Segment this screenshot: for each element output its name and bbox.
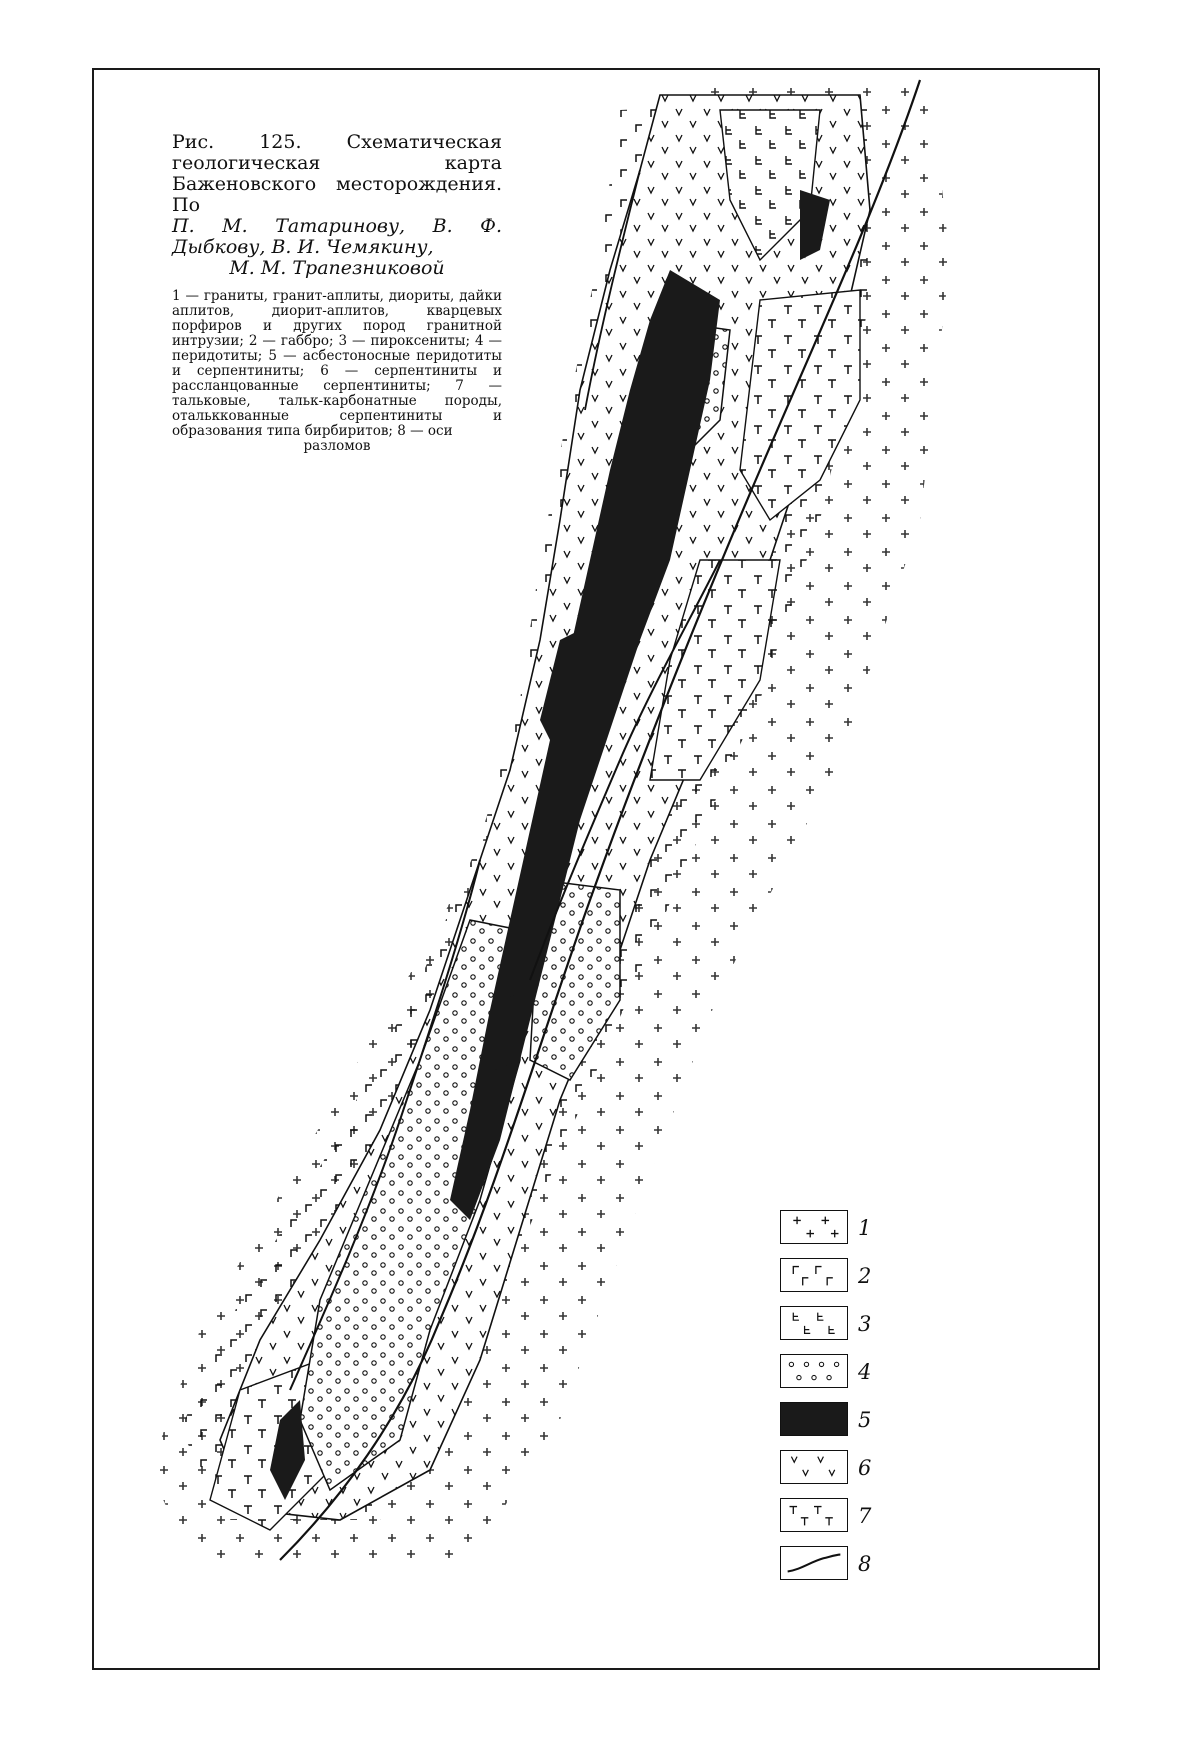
legend-item-2 — [780, 1258, 880, 1296]
caption-legend-body: 1 — граниты, гранит-аплиты, диориты, дайки аплитов, диорит-аплитов, кварцевых порфиров и других пород гранитной интрузии; 2 — габбро; 3 — пироксениты; 4 — перидотиты; 5 — асбестоносные перидотиты и серпентиниты; 6 — серпентиниты и рассланцованные серпентиниты; 7 — тальковые, тальк-карбонатные породы, отальккованные серпентиниты и образования типа бирбиритов; 8 — оси — [172, 288, 502, 439]
legend-number: 3 — [858, 1312, 872, 1336]
caption-legend-end: разломов — [303, 438, 371, 454]
legend-number: 2 — [858, 1264, 872, 1288]
legend-item-7 — [780, 1498, 880, 1536]
legend-number: 4 — [858, 1360, 872, 1384]
caption-authors-line: П. М. Татаринову, В. Ф. Дыбкову, В. И. Чемякину, — [172, 215, 502, 258]
circles-icon — [780, 1354, 848, 1388]
legend-item-5 — [780, 1402, 880, 1440]
legend-item-3 — [780, 1306, 880, 1344]
caption-authors-last: М. М. Трапезниковой — [229, 257, 445, 279]
solid-black-icon — [780, 1402, 848, 1436]
legend-number: 1 — [858, 1216, 872, 1240]
v-icon — [780, 1450, 848, 1484]
legend-item-8 — [780, 1546, 880, 1584]
legend-number: 8 — [858, 1552, 872, 1576]
e-glyph-icon — [780, 1306, 848, 1340]
fault-line-icon — [780, 1546, 848, 1580]
legend-item-6 — [780, 1450, 880, 1488]
caption-title: Рис. 125. Схематическая геологическая карта Баженовского месторождения. По — [172, 131, 502, 216]
plus-icon — [780, 1210, 848, 1244]
legend-number: 6 — [858, 1456, 872, 1480]
legend-number: 7 — [858, 1504, 872, 1528]
legend-item-4 — [780, 1354, 880, 1392]
gamma-icon — [780, 1258, 848, 1292]
t-icon — [780, 1498, 848, 1532]
legend-number: 5 — [858, 1408, 872, 1432]
legend-item-1 — [780, 1210, 880, 1248]
